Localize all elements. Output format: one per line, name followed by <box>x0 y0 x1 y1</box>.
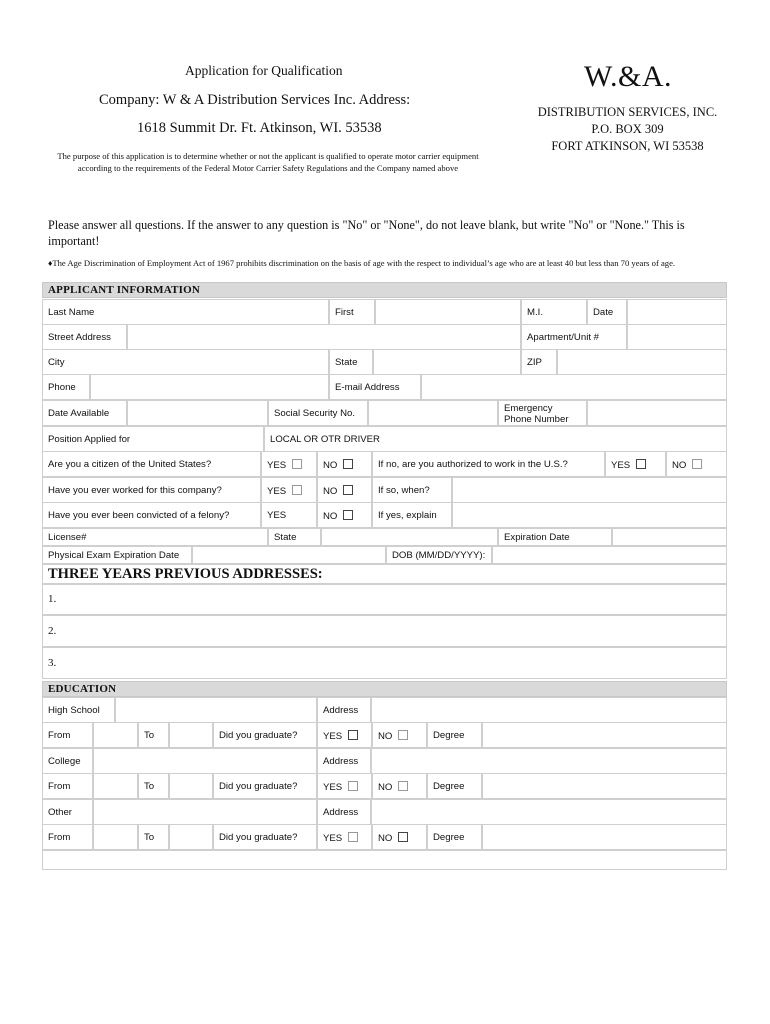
emergency-phone-field[interactable] <box>587 400 727 426</box>
license-state-label: State <box>274 532 297 543</box>
worked-yes[interactable]: YES <box>267 485 302 497</box>
ssn-field[interactable] <box>368 400 498 426</box>
college-to-label: To <box>144 781 155 792</box>
age-discrimination-note: ♦The Age Discrimination of Employment Act of 1967 prohibits discrimination on the basis of age with the respect to individual’s age who are at least 40 but less than 70 years of age. <box>48 258 676 268</box>
applicant-section-header <box>42 282 727 298</box>
apartment-field[interactable] <box>627 324 727 350</box>
if-yes-explain-field[interactable] <box>452 502 727 528</box>
date-label: Date <box>593 307 614 318</box>
ssn-label: Social Security No. <box>274 408 356 419</box>
date-available-label: Date Available <box>48 408 110 419</box>
first-name-label: First <box>335 307 354 318</box>
hs-yes[interactable]: YES <box>323 730 358 742</box>
college-yes[interactable]: YES <box>323 781 358 793</box>
high-school-label: High School <box>48 705 100 716</box>
hs-no[interactable]: NO <box>378 730 408 742</box>
dob-field[interactable] <box>492 546 727 564</box>
college-degree-field[interactable] <box>482 773 727 799</box>
emergency-phone-label: Emergency Phone Number <box>504 403 569 425</box>
street-address-label: Street Address <box>48 332 111 343</box>
company-city: FORT ATKINSON, WI 53538 <box>551 139 704 153</box>
education-blank-row[interactable] <box>42 850 727 870</box>
date-available-field[interactable] <box>127 400 268 426</box>
college-address-field[interactable] <box>371 748 727 774</box>
other-to-field[interactable] <box>169 824 213 850</box>
other-from-field[interactable] <box>93 824 138 850</box>
hs-yes-checkbox[interactable] <box>348 730 358 740</box>
other-address-label: Address <box>323 807 359 818</box>
other-degree-label: Degree <box>433 832 465 843</box>
position-label: Position Applied for <box>48 434 131 445</box>
expiration-date-field[interactable] <box>612 528 727 546</box>
citizen-yes-checkbox[interactable] <box>292 459 302 469</box>
hs-from-label: From <box>48 730 71 741</box>
address-number-3: 3. <box>48 657 57 669</box>
company-line: Company: W & A Distribution Services Inc. Address: <box>99 92 411 108</box>
position-value: LOCAL OR OTR DRIVER <box>270 434 380 445</box>
college-from-label: From <box>48 781 71 792</box>
other-no[interactable]: NO <box>378 832 408 844</box>
authorized-yes[interactable]: YES <box>611 459 646 471</box>
date-field[interactable] <box>627 299 727 325</box>
authorized-question: If no, are you authorized to work in the U.S.? <box>378 459 568 470</box>
authorized-yes-checkbox[interactable] <box>636 459 646 469</box>
state-label: State <box>335 357 358 368</box>
other-label: Other <box>48 807 72 818</box>
college-address-label: Address <box>323 756 359 767</box>
state-field[interactable] <box>373 349 521 375</box>
city-label: City <box>48 357 65 368</box>
college-field[interactable] <box>93 748 317 774</box>
address-number-1: 1. <box>48 593 57 605</box>
last-name-label: Last Name <box>48 307 95 318</box>
other-graduate-question: Did you graduate? <box>219 832 298 843</box>
company-logo: W.&A. <box>583 60 673 93</box>
citizen-yes[interactable]: YES <box>267 459 302 471</box>
college-no-checkbox[interactable] <box>398 781 408 791</box>
felony-yes[interactable]: YES <box>267 510 287 521</box>
company-po-box: P.O. BOX 309 <box>591 122 664 136</box>
hs-degree-field[interactable] <box>482 722 727 748</box>
authorized-no-checkbox[interactable] <box>692 459 702 469</box>
hs-from-field[interactable] <box>93 722 138 748</box>
college-yes-checkbox[interactable] <box>348 781 358 791</box>
if-so-when-label: If so, when? <box>378 485 430 496</box>
felony-question: Have you ever been convicted of a felony? <box>48 510 230 521</box>
address-row-2[interactable] <box>42 615 727 647</box>
hs-no-checkbox[interactable] <box>398 730 408 740</box>
zip-label: ZIP <box>527 357 542 368</box>
mi-label: M.I. <box>527 307 543 318</box>
email-field[interactable] <box>421 374 727 400</box>
other-degree-field[interactable] <box>482 824 727 850</box>
address-row-3[interactable] <box>42 647 727 679</box>
phone-label: Phone <box>48 382 76 393</box>
instructions: Please answer all questions. If the answer to any question is "No" or "None", do not leave blank, but write "No" or "None." This is important! <box>48 218 685 248</box>
college-degree-label: Degree <box>433 781 465 792</box>
citizen-question: Are you a citizen of the United States? <box>48 459 212 470</box>
if-so-when-field[interactable] <box>452 477 727 503</box>
dob-label: DOB (MM/DD/YYYY): <box>392 550 486 561</box>
phone-field[interactable] <box>90 374 329 400</box>
other-no-checkbox[interactable] <box>398 832 408 842</box>
other-yes-checkbox[interactable] <box>348 832 358 842</box>
email-label: E-mail Address <box>335 382 400 393</box>
high-school-address-label: Address <box>323 705 359 716</box>
form-title: Application for Qualification <box>185 63 343 78</box>
street-address-field[interactable] <box>127 324 521 350</box>
physical-exam-field[interactable] <box>192 546 386 564</box>
previous-addresses-title: THREE YEARS PREVIOUS ADDRESSES: <box>48 566 323 582</box>
first-name-field[interactable] <box>375 299 521 325</box>
felony-no[interactable]: NO <box>323 510 353 522</box>
applicant-section-title: APPLICANT INFORMATION <box>48 284 200 296</box>
worked-no-checkbox[interactable] <box>343 485 353 495</box>
worked-no[interactable]: NO <box>323 485 353 497</box>
felony-no-checkbox[interactable] <box>343 510 353 520</box>
citizen-no[interactable]: NO <box>323 459 353 471</box>
college-graduate-question: Did you graduate? <box>219 781 298 792</box>
license-label: License# <box>48 532 87 543</box>
address-row-1[interactable] <box>42 584 727 615</box>
hs-to-field[interactable] <box>169 722 213 748</box>
college-to-field[interactable] <box>169 773 213 799</box>
company-name-right: DISTRIBUTION SERVICES, INC. <box>537 105 718 119</box>
zip-field[interactable] <box>557 349 727 375</box>
purpose-statement: The purpose of this application is to determine whether or not the applicant is qualified to operate motor carrier equipment according to the requirements of the Federal Motor Carrier Safety Regulations and the Company named above <box>57 151 479 173</box>
college-label: College <box>48 756 81 767</box>
education-section-title: EDUCATION <box>48 683 117 695</box>
if-yes-explain-label: If yes, explain <box>378 510 437 521</box>
other-address-field[interactable] <box>371 799 727 825</box>
hs-graduate-question: Did you graduate? <box>219 730 298 741</box>
worked-question: Have you ever worked for this company? <box>48 485 222 496</box>
physical-exam-label: Physical Exam Expiration Date <box>48 550 180 561</box>
college-no[interactable]: NO <box>378 781 408 793</box>
other-yes[interactable]: YES <box>323 832 358 844</box>
other-to-label: To <box>144 832 155 843</box>
license-state-field[interactable] <box>321 528 498 546</box>
citizen-no-checkbox[interactable] <box>343 459 353 469</box>
college-from-field[interactable] <box>93 773 138 799</box>
apartment-label: Apartment/Unit # <box>527 332 599 343</box>
other-from-label: From <box>48 832 71 843</box>
authorized-no[interactable]: NO <box>672 459 702 471</box>
education-section-header <box>42 681 727 697</box>
worked-yes-checkbox[interactable] <box>292 485 302 495</box>
hs-to-label: To <box>144 730 155 741</box>
expiration-date-label: Expiration Date <box>504 532 570 543</box>
address-number-2: 2. <box>48 625 57 637</box>
high-school-field[interactable] <box>115 697 317 723</box>
hs-degree-label: Degree <box>433 730 465 741</box>
city-field[interactable] <box>42 349 329 375</box>
other-school-field[interactable] <box>93 799 317 825</box>
high-school-address-field[interactable] <box>371 697 727 723</box>
company-address: 1618 Summit Dr. Ft. Atkinson, WI. 53538 <box>137 120 382 136</box>
